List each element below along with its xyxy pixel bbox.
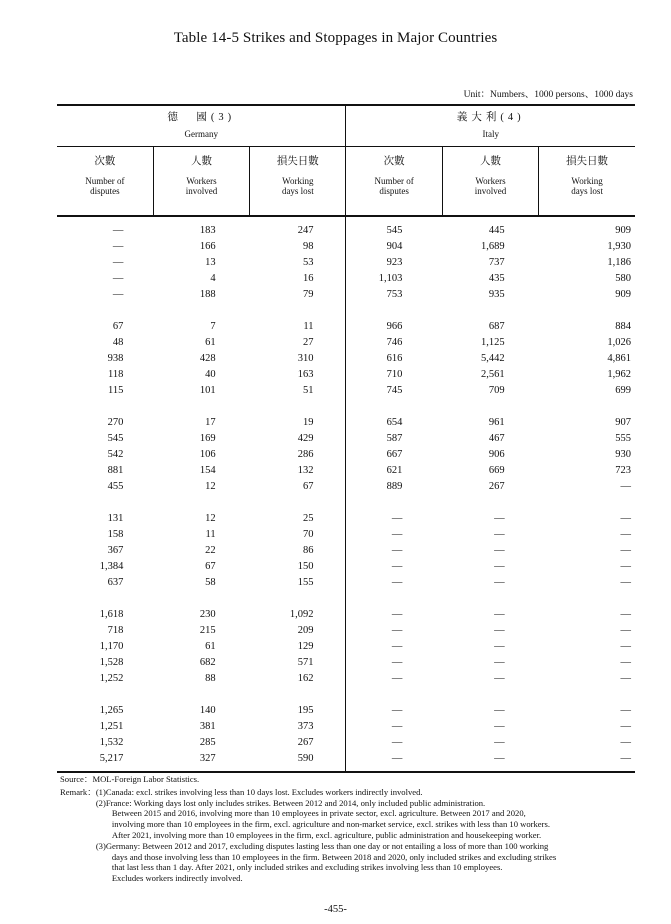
cell-italy-workers: 445 — [488, 225, 505, 236]
cell-italy-workers: 435 — [488, 273, 505, 284]
cell-italy-disputes: 710 — [346, 367, 442, 383]
cell-italy-days-lost: — — [620, 721, 631, 732]
table-row — [57, 511, 635, 527]
remark-line: Excludes workers indirectly involved. — [111, 873, 243, 884]
cell-italy-days-lost: — — [620, 609, 631, 620]
table-row — [57, 216, 635, 239]
cell-italy-days-lost: — — [620, 577, 631, 588]
table-row — [57, 639, 635, 655]
remark-line: (3)Germany: Between 2012 and 2017, excluding disputes lasting less than one day or not entailing a loss of more than 100 working — [95, 840, 549, 851]
cell-italy-workers: 687 — [488, 321, 505, 332]
cell-germany-disputes: 545 — [107, 433, 124, 444]
table-row — [57, 463, 635, 479]
cell-italy-workers: 1,689 — [481, 241, 505, 252]
cell-italy-workers: 935 — [488, 289, 505, 300]
cell-italy-disputes: — — [346, 703, 442, 719]
cell-germany-disputes: 1,252 — [99, 673, 124, 684]
table-title: Table 14-5 Strikes and Stoppages in Major Countries — [173, 30, 498, 46]
remark-label: Remark： — [60, 786, 96, 797]
cell-germany-days-lost: 11 — [303, 321, 314, 332]
cell-germany-workers: 58 — [205, 577, 216, 588]
remark-item — [96, 787, 660, 798]
cell-germany-days-lost: 267 — [297, 737, 314, 748]
cell-germany-workers: 12 — [205, 513, 216, 524]
cell-germany-days-lost: 1,092 — [289, 609, 314, 620]
table-row — [57, 655, 635, 671]
column-header-germany-0 — [57, 147, 153, 217]
table-row — [57, 255, 635, 271]
cell-italy-disputes: 616 — [346, 351, 442, 367]
source-note: Source：MOL-Foreign Labor Statistics. — [60, 774, 200, 784]
column-header-en-1: Number of — [85, 176, 125, 186]
column-header-zh: 損失日數 — [276, 156, 319, 167]
cell-germany-disputes: 1,265 — [99, 705, 124, 716]
table-row — [57, 335, 635, 351]
cell-germany-workers: 215 — [199, 625, 216, 636]
group-spacer — [57, 303, 635, 319]
column-header-en-2: days lost — [281, 186, 314, 196]
cell-germany-workers: 101 — [199, 385, 216, 396]
strikes-table — [57, 104, 635, 773]
table-row — [57, 447, 635, 463]
cell-italy-disputes: 923 — [346, 255, 442, 271]
cell-germany-workers: 7 — [210, 321, 216, 332]
cell-germany-disputes: 5,217 — [57, 751, 153, 772]
cell-germany-disputes: 367 — [107, 545, 124, 556]
cell-italy-days-lost: — — [620, 705, 631, 716]
column-header-zh: 損失日數 — [566, 156, 609, 167]
cell-germany-days-lost: 195 — [297, 705, 314, 716]
remark-line: Between 2015 and 2016, involving more than 10 employees in private sector, excl. agriculture. Between 2017 and 2020, — [111, 808, 526, 819]
table-row — [57, 351, 635, 367]
cell-italy-days-lost: — — [620, 657, 631, 668]
table-row — [57, 415, 635, 431]
cell-italy-workers: — — [494, 641, 505, 652]
cell-italy-disputes: — — [346, 575, 442, 591]
cell-italy-workers: — — [494, 737, 505, 748]
cell-germany-workers: 4 — [210, 273, 216, 284]
cell-italy-days-lost: 1,930 — [607, 241, 631, 252]
column-header-germany-2 — [250, 147, 346, 217]
cell-italy-disputes: 1,103 — [346, 271, 442, 287]
cell-germany-workers: 11 — [205, 529, 216, 540]
cell-germany-disputes: 1,251 — [99, 721, 124, 732]
cell-italy-days-lost: — — [539, 751, 635, 772]
table-row — [57, 383, 635, 399]
cell-germany-days-lost: 310 — [297, 353, 314, 364]
column-header-en-1: Workers — [475, 176, 506, 186]
remark-block — [60, 787, 660, 884]
cell-germany-workers: 140 — [199, 705, 216, 716]
cell-germany-days-lost: 286 — [297, 449, 314, 460]
cell-germany-days-lost: 27 — [302, 337, 314, 348]
cell-italy-disputes: 889 — [346, 479, 442, 495]
cell-germany-workers: 88 — [205, 673, 216, 684]
cell-italy-days-lost: 1,186 — [607, 257, 631, 268]
table-row — [57, 367, 635, 383]
column-header-italy-1 — [442, 147, 538, 217]
column-header-zh: 次數 — [94, 156, 116, 167]
cell-italy-disputes: — — [346, 559, 442, 575]
cell-italy-workers: — — [494, 721, 505, 732]
cell-italy-workers: — — [494, 577, 505, 588]
cell-italy-workers: 1,125 — [481, 337, 505, 348]
cell-italy-workers: — — [494, 609, 505, 620]
cell-italy-disputes: 654 — [346, 415, 442, 431]
cell-germany-disputes: 1,170 — [99, 641, 124, 652]
cell-italy-disputes: — — [346, 655, 442, 671]
cell-germany-disputes: — — [112, 241, 124, 252]
cell-italy-workers: 267 — [488, 481, 505, 492]
cell-italy-disputes: 545 — [346, 216, 442, 239]
cell-italy-workers: — — [494, 561, 505, 572]
cell-italy-disputes: 904 — [346, 239, 442, 255]
column-header-en-1: Number of — [374, 176, 414, 186]
remark-line: days and those involving less than 10 employees in the firm. Between 2018 and 2020, only included strikes and excluding strikes — [111, 851, 557, 862]
cell-germany-disputes: 1,532 — [99, 737, 124, 748]
cell-germany-disputes: 938 — [107, 353, 124, 364]
column-header-zh: 人數 — [479, 156, 501, 167]
column-header-italy-2 — [539, 147, 635, 217]
cell-germany-days-lost: 590 — [250, 751, 346, 772]
cell-germany-disputes: 1,528 — [99, 657, 124, 668]
table-row — [57, 319, 635, 335]
cell-germany-workers: 183 — [199, 225, 216, 236]
cell-germany-disputes: 881 — [107, 465, 124, 476]
cell-italy-days-lost: 699 — [615, 385, 631, 396]
cell-germany-disputes: 118 — [107, 369, 124, 380]
cell-germany-days-lost: 429 — [297, 433, 314, 444]
table-row — [57, 671, 635, 687]
cell-germany-days-lost: 86 — [302, 545, 314, 556]
cell-italy-workers: — — [442, 751, 538, 772]
cell-germany-disputes: 48 — [112, 337, 124, 348]
cell-germany-workers: 166 — [199, 241, 216, 252]
cell-germany-days-lost: 150 — [297, 561, 314, 572]
cell-italy-days-lost: — — [620, 673, 631, 684]
cell-italy-days-lost: — — [620, 545, 631, 556]
cell-germany-disputes: — — [112, 225, 124, 236]
cell-italy-workers: 5,442 — [481, 353, 505, 364]
cell-germany-days-lost: 51 — [302, 385, 314, 396]
cell-italy-days-lost: 909 — [615, 289, 631, 300]
cell-italy-days-lost: 1,026 — [607, 337, 631, 348]
cell-italy-days-lost: 909 — [615, 225, 631, 236]
cell-germany-workers: 61 — [205, 337, 216, 348]
cell-germany-disputes: — — [112, 257, 124, 268]
cell-italy-days-lost: 4,861 — [607, 353, 631, 364]
remark-line: involving more than 10 employees in the firm, excl. agriculture and non-market service, excl. strikes with less than 10 workers. — [111, 819, 550, 830]
cell-germany-days-lost: 98 — [302, 241, 314, 252]
cell-italy-disputes: 745 — [346, 383, 442, 399]
table-row — [57, 479, 635, 495]
cell-germany-workers: 17 — [205, 417, 216, 428]
country-name-en: Germany — [184, 129, 218, 139]
cell-italy-days-lost: — — [620, 481, 631, 492]
country-header-italy — [346, 105, 635, 147]
cell-italy-disputes: — — [346, 639, 442, 655]
remark-item — [96, 798, 660, 841]
cell-italy-disputes: 587 — [346, 431, 442, 447]
cell-germany-workers: 61 — [205, 641, 216, 652]
cell-germany-days-lost: 209 — [297, 625, 314, 636]
column-header-en-2: disputes — [379, 186, 409, 196]
cell-germany-days-lost: 155 — [297, 577, 314, 588]
cell-italy-days-lost: 884 — [615, 321, 631, 332]
column-header-italy-0 — [346, 147, 442, 217]
table-row — [57, 607, 635, 623]
cell-italy-disputes: — — [346, 527, 442, 543]
column-header-en-1: Workers — [186, 176, 217, 186]
country-header-germany — [57, 105, 346, 147]
cell-italy-days-lost: — — [620, 737, 631, 748]
cell-germany-days-lost: 247 — [297, 225, 314, 236]
cell-germany-disputes: 1,384 — [99, 561, 124, 572]
cell-germany-days-lost: 19 — [302, 417, 314, 428]
cell-italy-workers: 669 — [488, 465, 505, 476]
cell-italy-disputes: — — [346, 735, 442, 751]
cell-germany-disputes: 115 — [107, 385, 124, 396]
group-spacer — [57, 687, 635, 703]
cell-germany-days-lost: 70 — [302, 529, 314, 540]
cell-germany-workers: 327 — [153, 751, 249, 772]
cell-germany-days-lost: 373 — [297, 721, 314, 732]
cell-italy-days-lost: 1,962 — [607, 369, 631, 380]
cell-italy-workers: 709 — [488, 385, 505, 396]
table-row — [57, 271, 635, 287]
country-name-zh: 義大利(4) — [456, 112, 525, 123]
cell-germany-workers: 230 — [199, 609, 216, 620]
column-header-en-2: disputes — [90, 186, 120, 196]
cell-italy-workers: — — [494, 529, 505, 540]
cell-germany-workers: 682 — [199, 657, 216, 668]
group-spacer — [57, 495, 635, 511]
cell-germany-disputes: — — [112, 289, 124, 300]
cell-italy-disputes: — — [346, 543, 442, 559]
cell-italy-days-lost: — — [620, 641, 631, 652]
column-header-en-2: involved — [474, 186, 507, 196]
table-row — [57, 719, 635, 735]
cell-italy-workers: — — [494, 657, 505, 668]
cell-germany-disputes: 718 — [107, 625, 124, 636]
cell-germany-days-lost: 79 — [302, 289, 314, 300]
group-spacer — [57, 591, 635, 607]
cell-germany-workers: 106 — [199, 449, 216, 460]
remark-line: After 2021, involving more than 10 employees in the firm, excl. agriculture, public administration and housekeeping worker. — [111, 829, 542, 840]
cell-germany-days-lost: 132 — [297, 465, 314, 476]
cell-italy-days-lost: — — [620, 529, 631, 540]
page-number: -455- — [324, 904, 347, 915]
remark-line: (2)France: Working days lost only includes strikes. Between 2012 and 2014, only included public administration. — [95, 797, 486, 808]
table-row — [57, 703, 635, 719]
unit-note: Unit：Numbers、1000 persons、1000 days — [463, 90, 633, 100]
cell-germany-days-lost: 53 — [302, 257, 314, 268]
cell-germany-workers: 381 — [199, 721, 216, 732]
cell-germany-workers: 13 — [205, 257, 216, 268]
cell-italy-disputes: — — [346, 511, 442, 527]
cell-italy-workers: — — [494, 673, 505, 684]
column-header-en-2: days lost — [571, 186, 603, 196]
cell-italy-workers: 906 — [488, 449, 505, 460]
cell-germany-days-lost: 571 — [297, 657, 314, 668]
cell-italy-workers: — — [494, 705, 505, 716]
cell-italy-days-lost: — — [620, 561, 631, 572]
table-row — [57, 287, 635, 303]
cell-germany-days-lost: 163 — [297, 369, 314, 380]
column-header-en-1: Working — [282, 176, 314, 186]
cell-italy-disputes: — — [346, 607, 442, 623]
cell-italy-days-lost: 580 — [615, 273, 631, 284]
table-row — [57, 431, 635, 447]
cell-italy-workers: 961 — [488, 417, 505, 428]
cell-germany-disputes: — — [112, 273, 124, 284]
cell-germany-days-lost: 67 — [302, 481, 314, 492]
group-spacer — [57, 399, 635, 415]
cell-germany-disputes: 455 — [107, 481, 124, 492]
cell-germany-days-lost: 25 — [302, 513, 314, 524]
table-row — [57, 527, 635, 543]
table-row — [57, 575, 635, 591]
cell-germany-disputes: 270 — [107, 417, 124, 428]
cell-italy-disputes: — — [346, 671, 442, 687]
cell-germany-workers: 12 — [205, 481, 216, 492]
footnotes — [60, 774, 660, 884]
cell-germany-workers: 40 — [205, 369, 216, 380]
remark-line: that last less than 1 day. After 2021, only included strikes and excluding strikes involving less than 10 employees. — [111, 862, 503, 873]
column-header-en-1: Working — [571, 176, 603, 186]
cell-germany-disputes: 67 — [112, 321, 124, 332]
cell-italy-workers: — — [494, 545, 505, 556]
table-row — [57, 751, 635, 772]
cell-italy-disputes: 966 — [346, 319, 442, 335]
cell-italy-workers: — — [494, 513, 505, 524]
cell-germany-disputes: 131 — [107, 513, 124, 524]
cell-germany-workers: 67 — [205, 561, 216, 572]
cell-germany-days-lost: 129 — [297, 641, 314, 652]
column-header-zh: 人數 — [190, 156, 212, 167]
cell-italy-disputes: — — [346, 623, 442, 639]
column-header-en-2: involved — [185, 186, 218, 196]
table-row — [57, 543, 635, 559]
table-row — [57, 623, 635, 639]
table-row — [57, 239, 635, 255]
cell-italy-workers: 2,561 — [481, 369, 505, 380]
table-row — [57, 559, 635, 575]
cell-italy-days-lost: 555 — [615, 433, 631, 444]
cell-germany-workers: 428 — [199, 353, 216, 364]
remark-item — [96, 841, 660, 884]
country-name-en: Italy — [482, 129, 499, 139]
cell-germany-disputes: 637 — [107, 577, 124, 588]
table-row — [57, 735, 635, 751]
cell-germany-workers: 22 — [205, 545, 216, 556]
country-name-zh: 德 國(3) — [167, 112, 236, 123]
cell-germany-workers: 169 — [199, 433, 216, 444]
cell-germany-days-lost: 162 — [297, 673, 314, 684]
cell-germany-disputes: 542 — [107, 449, 124, 460]
cell-italy-days-lost: — — [620, 513, 631, 524]
cell-germany-disputes: 158 — [107, 529, 124, 540]
cell-germany-workers: 154 — [199, 465, 216, 476]
cell-italy-days-lost: 907 — [615, 417, 631, 428]
cell-germany-workers: 188 — [199, 289, 216, 300]
column-header-germany-1 — [153, 147, 249, 217]
cell-germany-disputes: 1,618 — [99, 609, 124, 620]
cell-italy-days-lost: — — [620, 625, 631, 636]
cell-germany-workers: 285 — [199, 737, 216, 748]
cell-italy-disputes: 667 — [346, 447, 442, 463]
cell-italy-workers: — — [494, 625, 505, 636]
column-header-zh: 次數 — [383, 156, 405, 167]
cell-italy-workers: 467 — [488, 433, 505, 444]
cell-italy-days-lost: 930 — [615, 449, 631, 460]
cell-italy-disputes: 753 — [346, 287, 442, 303]
cell-italy-disputes: — — [346, 719, 442, 735]
cell-italy-disputes: — — [346, 751, 442, 772]
remark-line: (1)Canada: excl. strikes involving less than 10 days lost. Excludes workers indirectly involved. — [95, 786, 423, 797]
cell-italy-disputes: 746 — [346, 335, 442, 351]
cell-italy-disputes: 621 — [346, 463, 442, 479]
cell-italy-days-lost: 723 — [615, 465, 631, 476]
cell-germany-days-lost: 16 — [302, 273, 314, 284]
cell-italy-workers: 737 — [488, 257, 505, 268]
remark-body — [96, 787, 660, 884]
